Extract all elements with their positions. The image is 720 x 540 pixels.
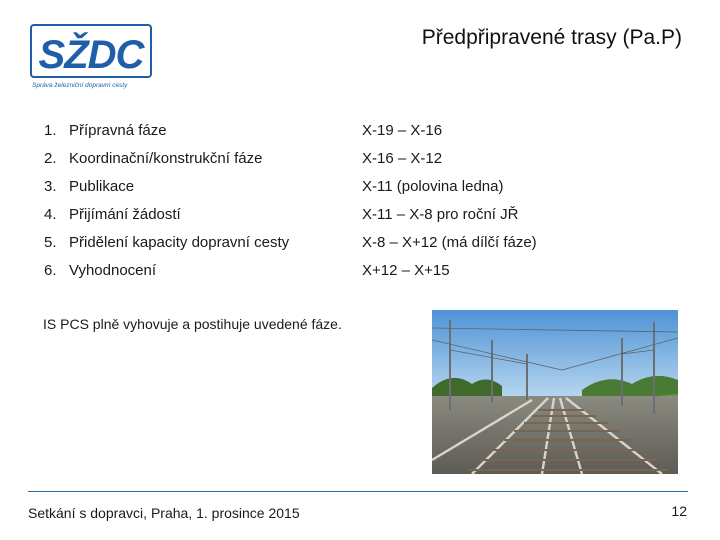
phase-item [44,205,684,233]
szdc-logo [30,24,152,90]
phase-period: X-19 – X-16 [362,122,443,139]
phase-name: Přijímání žádostí [69,206,181,223]
phase-period: X-11 (polovina ledna) [362,178,504,195]
phase-name: Vyhodnocení [69,262,157,279]
page-title: Předpřipravené trasy (Pa.P) [421,26,682,49]
phase-name: Přípravná fáze [69,122,167,139]
phase-number: 1. [44,122,57,139]
phase-name: Publikace [69,178,135,195]
phase-number: 5. [44,234,57,251]
phase-number: 3. [44,178,57,195]
compliance-note: IS PCS plně vyhovuje a postihuje uvedené fáze. [43,316,342,332]
phase-number: 2. [44,150,57,167]
phase-list [44,121,684,289]
phase-period: X-16 – X-12 [362,150,443,167]
phase-name: Koordinační/konstrukční fáze [69,150,263,167]
phase-period: X-8 – X+12 (má dílčí fáze) [362,234,537,251]
phase-item [44,177,684,205]
phase-item [44,233,684,261]
phase-item [44,261,684,289]
phase-item [44,121,684,149]
phase-item [44,149,684,177]
footer-text: Setkání s dopravci, Praha, 1. prosince 2015 [28,505,300,521]
phase-period: X+12 – X+15 [362,262,450,279]
phase-name: Přidělení kapacity dopravní cesty [69,234,290,251]
logo-mark: SŽDC [38,33,144,77]
footer-divider [28,491,688,492]
phase-number: 4. [44,206,57,223]
page-number: 12 [671,503,687,519]
phase-number: 6. [44,262,57,279]
railway-track-photo [432,310,678,474]
logo-tagline: Správa železniční dopravní cesty [32,82,128,89]
phase-period: X-11 – X-8 pro roční JŘ [362,206,519,223]
